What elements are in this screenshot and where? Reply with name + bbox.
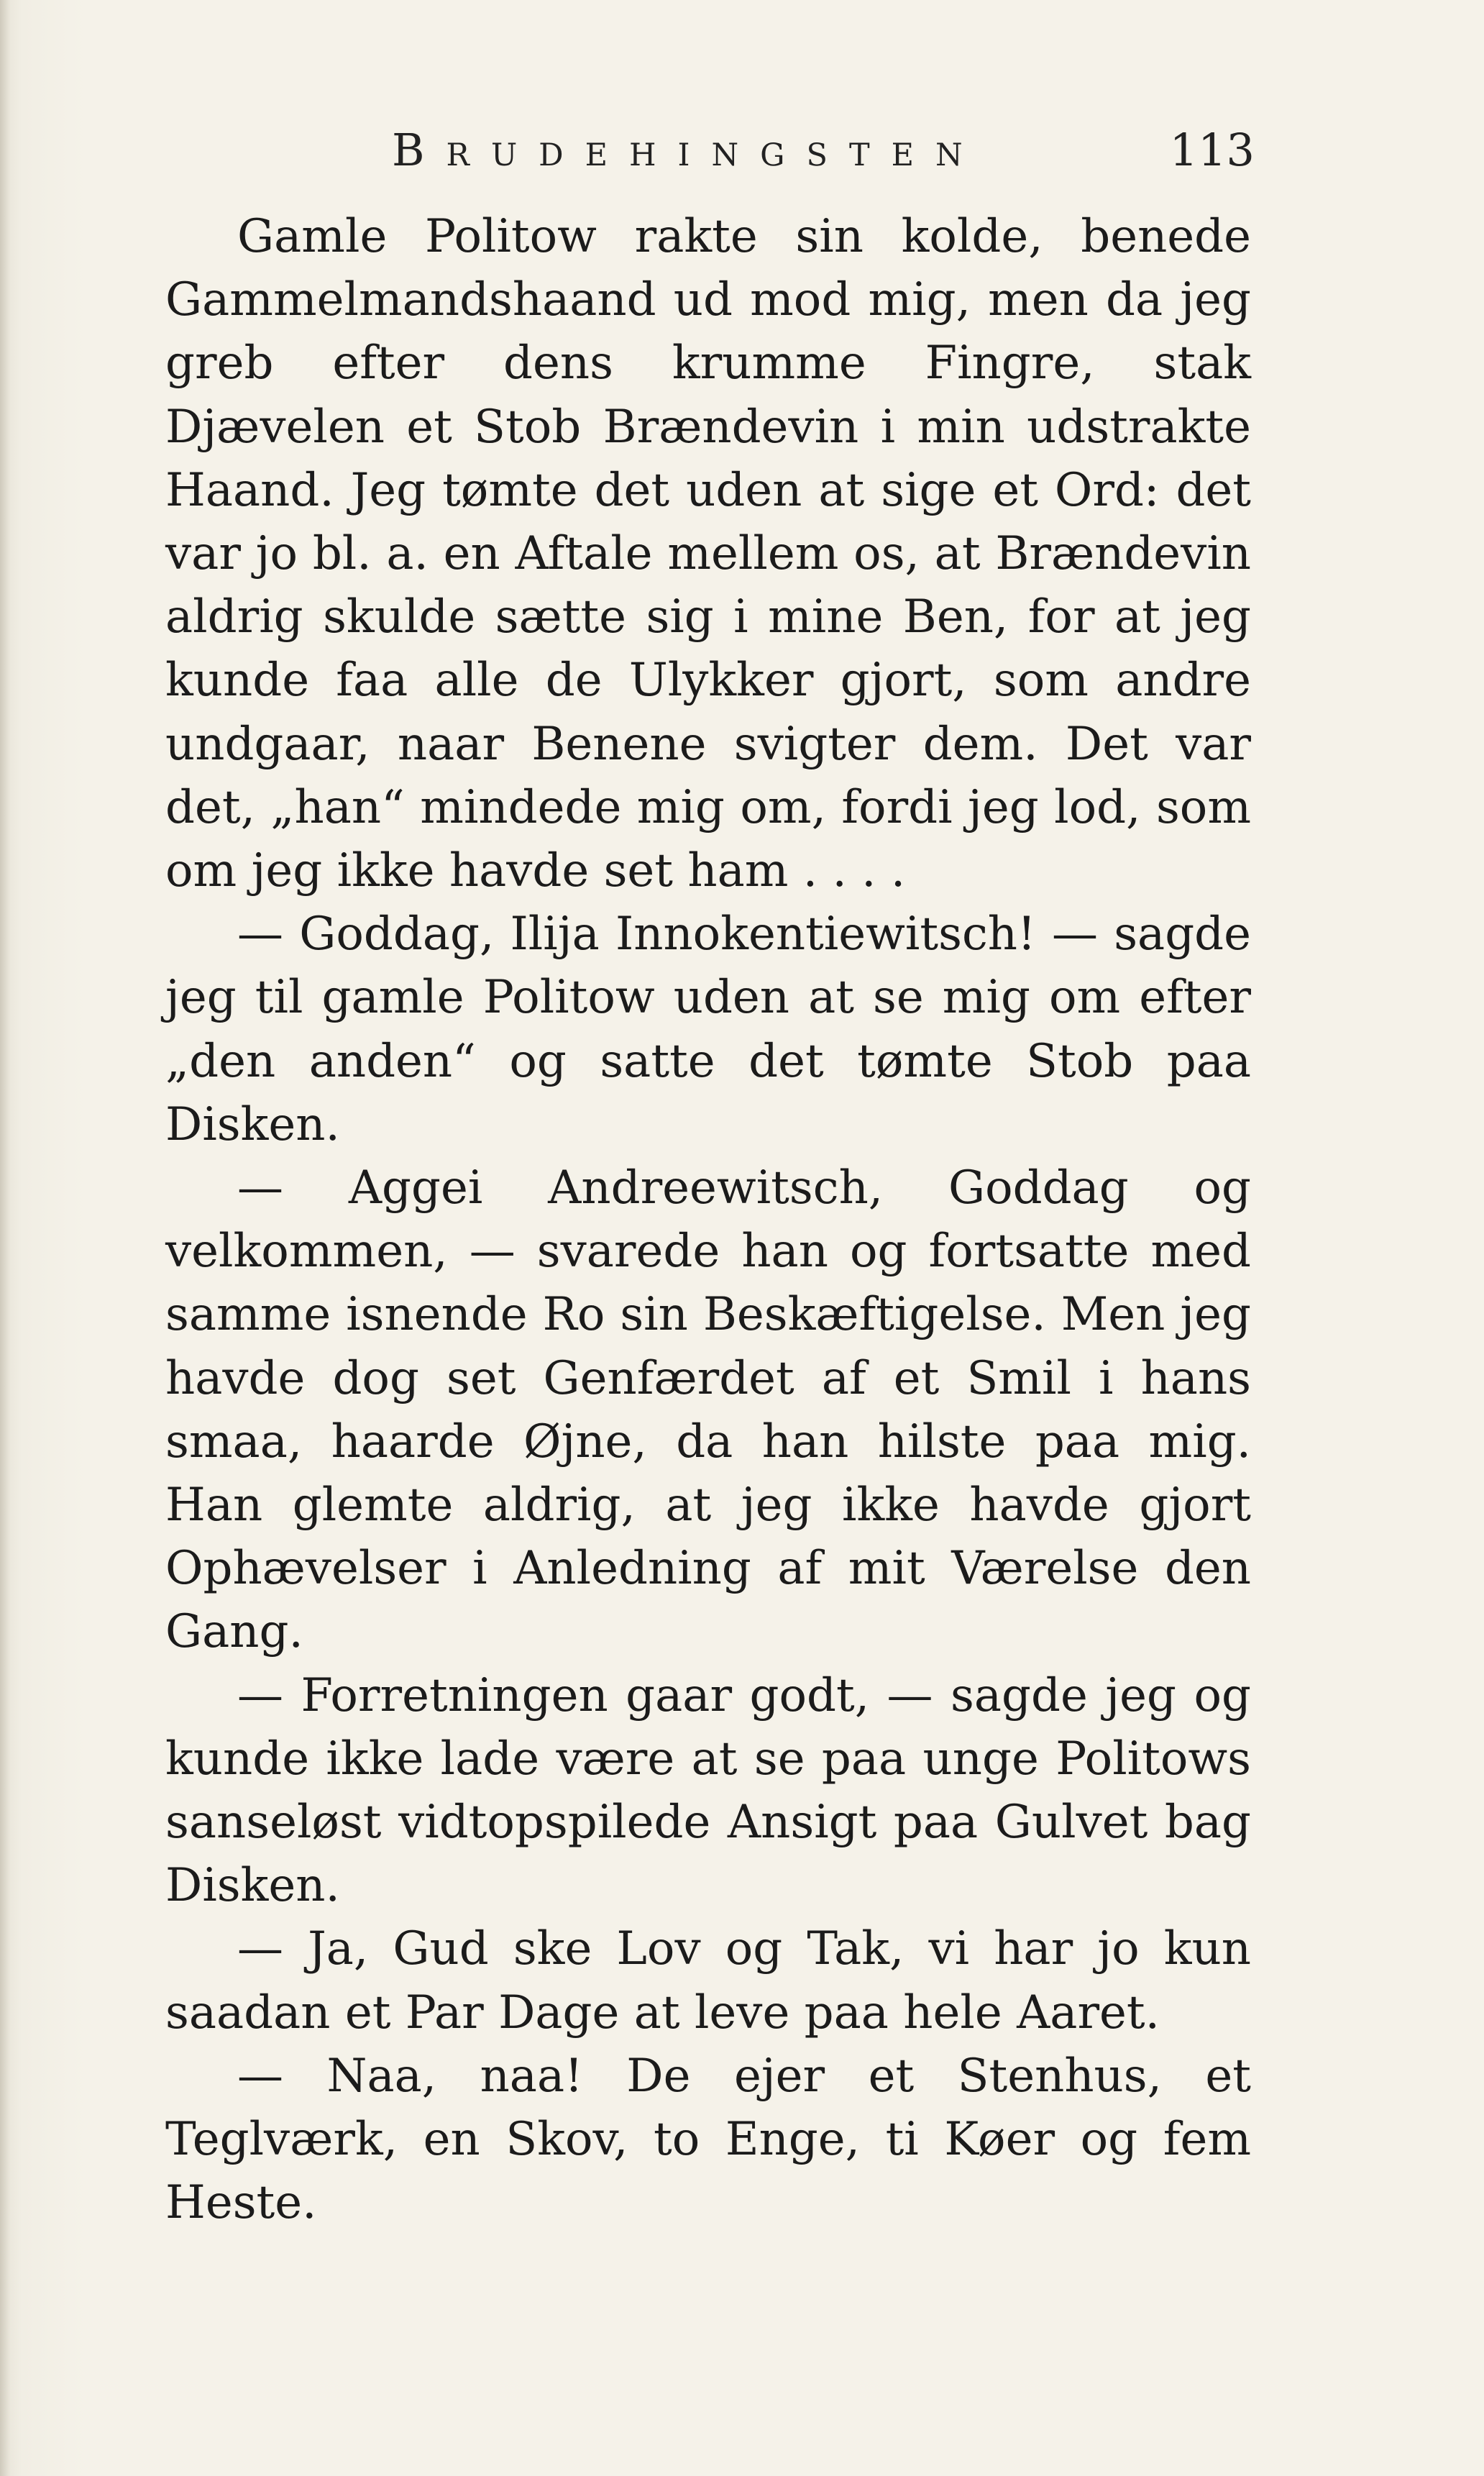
- page-number: 113: [1169, 124, 1255, 176]
- body-text: [165, 205, 1251, 2235]
- paragraph: Gamle Politow rakte sin kolde, benede Gammelmandshaand ud mod mig, men da jeg greb efter dens krumme Fingre, stak Djævelen et Stob Brændevin i min udstrakte Haand. Jeg tømte det uden at sige et Ord: det var jo bl. a. en Aftale mellem os, at Brændevin aldrig skulde sætte sig i mine Ben, for at jeg kunde faa alle de Ulykker gjort, som andre undgaar, naar Benene svigter dem. Det var det, „han“ mindede mig om, fordi jeg lod, som om jeg ikke havde set ham . . . .: [165, 210, 1251, 898]
- paragraph: — Naa, naa! De ejer et Stenhus, et Teglværk, en Skov, to Enge, ti Køer og fem Heste.: [165, 2049, 1251, 2230]
- paragraph: — Goddag, Ilija Innokentiewitsch! — sagde jeg til gamle Politow uden at se mig om efter „den anden“ og satte det tømte Stob paa Disken.: [165, 908, 1251, 1151]
- page-header: [392, 124, 1255, 188]
- paragraph: — Aggei Andreewitsch, Goddag og velkommen, — svarede han og fortsatte med samme isnende Ro sin Beskæftigelse. Men jeg havde dog set Genfærdet af et Smil i hans smaa, haarde Øjne, da han hilste paa mig. Han glemte aldrig, at jeg ikke havde gjort Ophævelser i Anledning af mit Værelse den Gang.: [165, 1161, 1251, 1659]
- running-title: Brudehingsten: [392, 124, 984, 176]
- paragraph: — Ja, Gud ske Lov og Tak, vi har jo kun saadan et Par Dage at leve paa hele Aaret.: [165, 1922, 1251, 2039]
- paragraph: — Forretningen gaar godt, — sagde jeg og kunde ikke lade være at se paa unge Politows sanseløst vidtopspilede Ansigt paa Gulvet bag Disken.: [165, 1668, 1251, 1913]
- page-edge-shadow: [0, 0, 10, 2476]
